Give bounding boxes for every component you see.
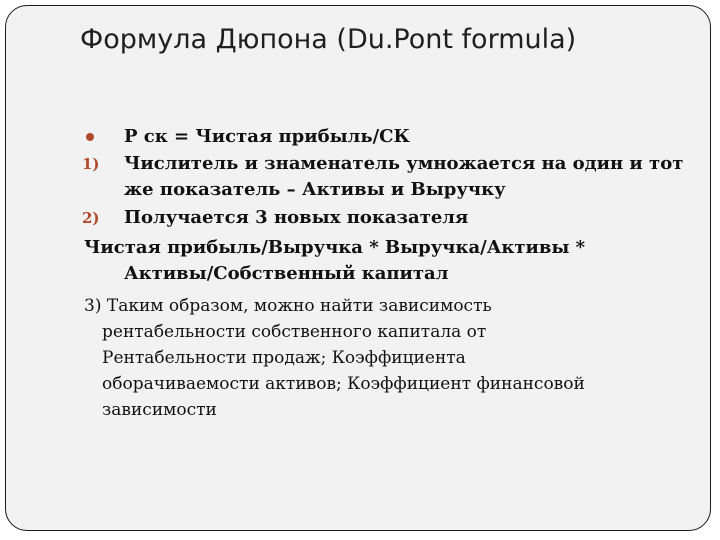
conclusion-line <box>80 397 700 423</box>
numbered-item-1 <box>80 151 700 177</box>
bullet-item-roe <box>80 124 700 150</box>
conclusion-text: рентабельности собственного капитала от <box>102 322 487 342</box>
numbered-item-2 <box>80 205 700 231</box>
conclusion-text: 3) Таким образом, можно найти зависимость <box>84 296 492 316</box>
formula-text: Активы/Собственный капитал <box>124 263 449 284</box>
slide-title: Формула Дюпона (Du.Pont formula) <box>80 24 577 55</box>
formula-text: Чистая прибыль/Выручка * Выручка/Активы * <box>84 237 586 258</box>
conclusion-line <box>84 293 700 319</box>
bullet-dot-icon <box>86 133 94 141</box>
conclusion-text: Рентабельности продаж; Коэффициента <box>102 348 466 368</box>
bullet-item-text: Р ск = Чистая прибыль/СК <box>124 126 410 147</box>
list-number: 1) <box>82 155 100 173</box>
slide-frame <box>5 5 711 531</box>
conclusion-text: оборачиваемости активов; Коэффициент финансовой <box>102 374 585 394</box>
conclusion-line <box>80 371 700 397</box>
conclusion-line <box>80 319 700 345</box>
formula-line <box>84 235 700 261</box>
conclusion-text: зависимости <box>102 400 217 420</box>
formula-line-continued <box>80 261 700 287</box>
numbered-item-1-continued <box>80 177 700 203</box>
list-item-text-line: Числитель и знаменатель умножается на один и тот <box>124 153 684 174</box>
list-item-text-line: же показатель – Активы и Выручку <box>124 179 506 200</box>
list-number: 2) <box>82 209 100 227</box>
list-item-text-line: Получается 3 новых показателя <box>124 207 469 228</box>
conclusion-line <box>80 345 700 371</box>
slide-body <box>80 124 700 423</box>
